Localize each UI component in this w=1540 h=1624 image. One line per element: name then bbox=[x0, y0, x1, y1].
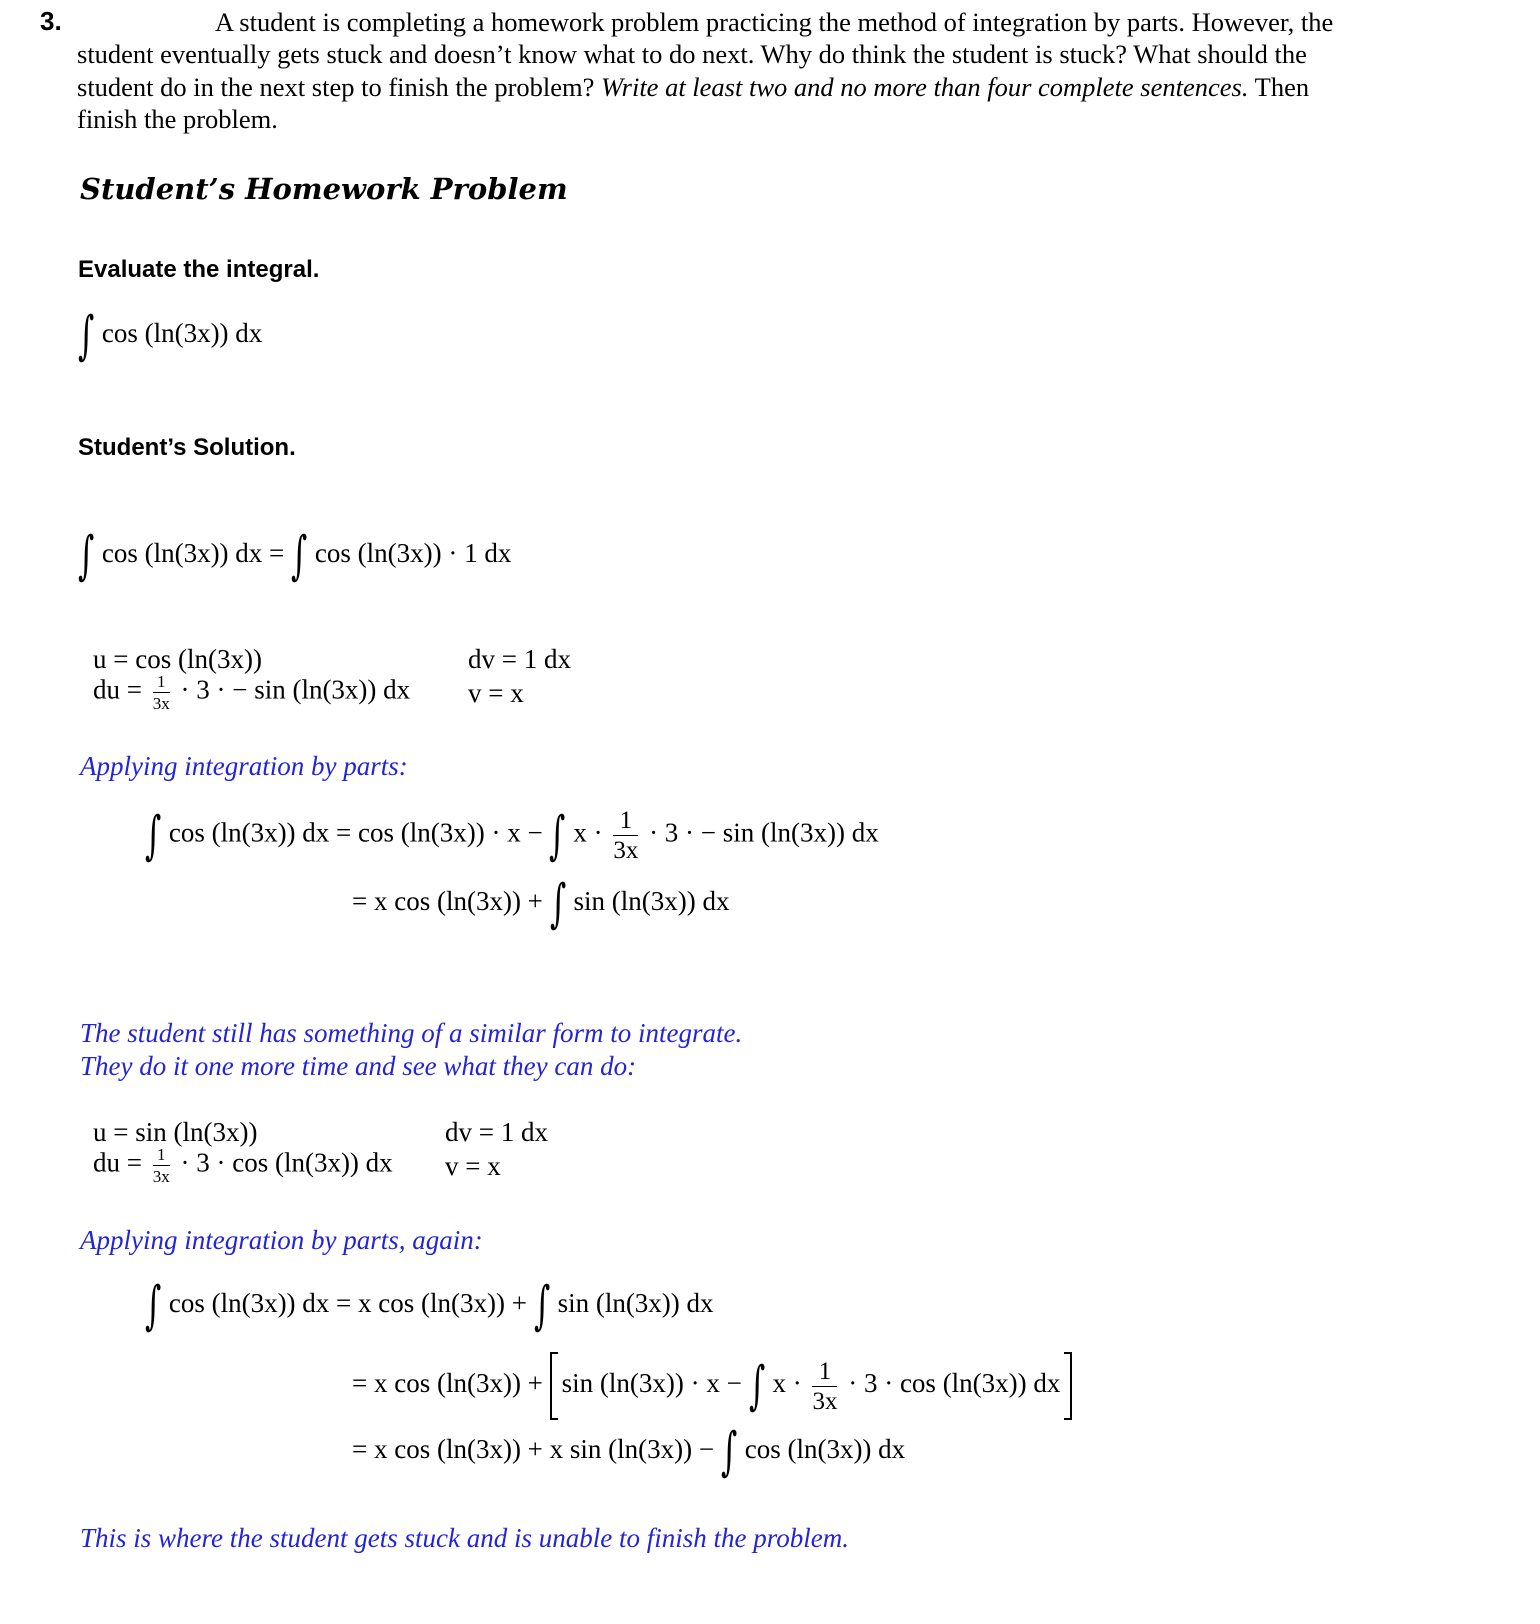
parts2-line-1: ∫ cos (ln(3x)) dx = x cos (ln(3x)) + ∫ sin (ln(3x)) dx bbox=[145, 1276, 714, 1336]
sub2-v: v = x bbox=[445, 1151, 501, 1181]
problem-number: 3. bbox=[40, 6, 62, 36]
sub2-u: u = sin (ln(3x)) bbox=[93, 1117, 258, 1147]
integral-sign-icon: ∫ bbox=[145, 805, 162, 866]
integral-sign-icon: ∫ bbox=[549, 805, 566, 866]
parts1-line-2: = x cos (ln(3x)) + ∫ sin (ln(3x)) dx bbox=[352, 874, 730, 934]
integral-sign-icon: ∫ bbox=[720, 1422, 738, 1482]
sub1-v: v = x bbox=[468, 678, 524, 708]
sub2-dv: dv = 1 dx bbox=[445, 1117, 548, 1147]
sub2-du: du = $\frac{1}{3x}$ · 3 · cos (ln(3x)) dx bbox=[93, 1145, 393, 1186]
intro-line-3-end: Then bbox=[1254, 72, 1310, 102]
parts1-fraction: $\frac{1}{3x}$ bbox=[613, 807, 639, 864]
note-2-line-2: They do it one more time and see what they can do: bbox=[80, 1051, 637, 1081]
step-1: ∫ cos (ln(3x)) dx = ∫ cos (ln(3x)) · 1 dx bbox=[78, 526, 512, 586]
sub1-du-fraction: $\frac{1}{3x}$ bbox=[152, 672, 170, 713]
right-bracket-icon bbox=[1064, 1352, 1072, 1420]
note-3: Applying integration by parts, again: bbox=[80, 1225, 483, 1255]
homework-integral: ∫ cos (ln(3x)) dx bbox=[78, 306, 263, 366]
parts2-fraction: $\frac{1}{3x}$ bbox=[812, 1357, 838, 1415]
integral-sign-icon: ∫ bbox=[78, 306, 95, 366]
sub1-dv: dv = 1 dx bbox=[468, 644, 571, 674]
intro-line-3-start: student do in the next step to finish the problem? bbox=[77, 72, 595, 102]
sub1-du: du = $\frac{1}{3x}$ · 3 · − sin (ln(3x)) dx bbox=[93, 672, 411, 713]
intro-line-4: finish the problem. bbox=[77, 104, 278, 134]
homework-title: Student’s Homework Problem bbox=[80, 172, 568, 206]
parts2-line-2: = x cos (ln(3x)) + sin (ln(3x)) · x − ∫ x · $\frac{1}{3x}$ · 3 · cos (ln(3x)) dx bbox=[352, 1352, 1072, 1420]
integral-sign-icon: ∫ bbox=[145, 1276, 162, 1336]
parts1-line-1: ∫ cos (ln(3x)) dx = cos (ln(3x)) · x − ∫ x · $\frac{1}{3x}$ · 3 · − sin (ln(3x)) dx bbox=[145, 805, 879, 866]
note-1: Applying integration by parts: bbox=[80, 751, 408, 781]
integral-sign-icon: ∫ bbox=[748, 1356, 765, 1416]
integral-sign-icon: ∫ bbox=[533, 1276, 550, 1336]
intro-line-3 bbox=[77, 71, 1309, 104]
sub2-du-fraction: $\frac{1}{3x}$ bbox=[152, 1145, 170, 1186]
integral-sign-icon: ∫ bbox=[78, 526, 95, 586]
intro-line-3-italic: Write at least two and no more than four complete sentences. bbox=[601, 72, 1249, 102]
left-bracket-icon bbox=[550, 1352, 558, 1420]
solution-label: Student’s Solution. bbox=[78, 434, 296, 461]
evaluate-label: Evaluate the integral. bbox=[78, 256, 320, 283]
integral-sign-icon: ∫ bbox=[291, 526, 308, 586]
sub1-u: u = cos (ln(3x)) bbox=[93, 644, 262, 674]
integral-sign-icon: ∫ bbox=[549, 874, 566, 934]
intro-line-2: student eventually gets stuck and doesn’t know what to do next. Why do think the student is stuck? What should the bbox=[77, 39, 1307, 69]
intro-line-1: A student is completing a homework problem practicing the method of integration by parts. However, the bbox=[215, 7, 1334, 37]
note-4: This is where the student gets stuck and is unable to finish the problem. bbox=[80, 1523, 849, 1553]
note-2-line-1: The student still has something of a similar form to integrate. bbox=[80, 1018, 743, 1048]
parts2-line-3: = x cos (ln(3x)) + x sin (ln(3x)) − ∫ cos (ln(3x)) dx bbox=[352, 1422, 906, 1482]
